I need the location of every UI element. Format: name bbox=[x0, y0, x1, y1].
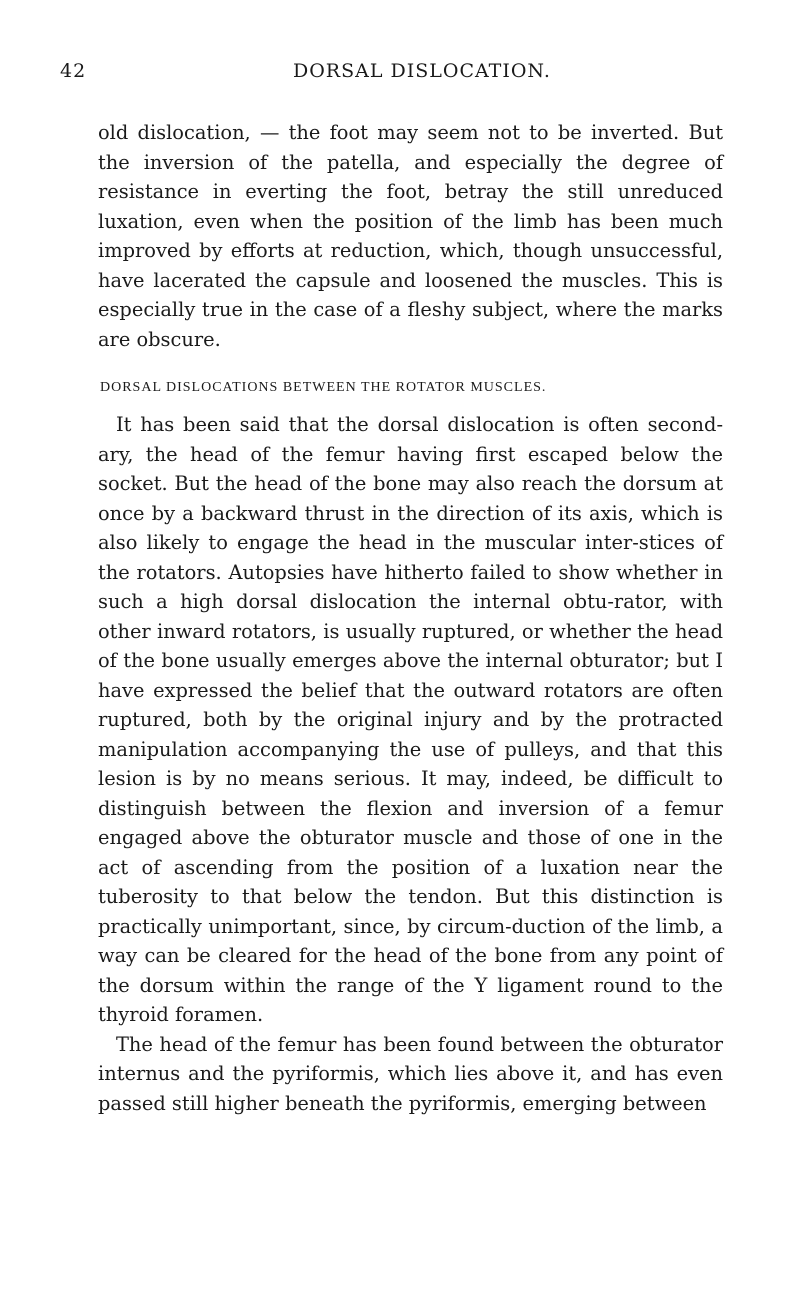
section-heading: DORSAL DISLOCATIONS BETWEEN THE ROTATOR MUSCLES. bbox=[100, 380, 547, 395]
paragraph-femur-head: The head of the femur has been found between the obturator internus and the pyriformis, which lies above it, and has even passed still higher beneath the pyriformis, emerging between bbox=[98, 1032, 723, 1115]
running-title: DORSAL DISLOCATION. bbox=[293, 60, 551, 82]
page-number: 42 bbox=[60, 60, 87, 82]
running-header bbox=[60, 60, 723, 94]
paragraph-dorsal-secondary: It has been said that the dorsal dislocation is often second-ary, the head of the femur having first escaped below the socket. But the head of the bone may also reach the dorsum at once by a backward thrust in the direction of its axis, which is also likely to engage the head in the muscular inter-stices of the rotators. Autopsies have hitherto failed to show whether in such a high dorsal dislocation the internal obtu-rator, with other inward rotators, is usually ruptured, or whether the head of the bone usually emerges above the internal obturator; but I have expressed the belief that the outward rotators are often ruptured, both by the original injury and by the protracted manipulation accompanying the use of pulleys, and that this lesion is by no means serious. It may, indeed, be difficult to distinguish between the flexion and inversion of a femur engaged above the obturator muscle and those of one in the act of ascending from the position of a luxation near the tuberosity to that below the tendon. But this distinction is practically unimportant, since, by circum-duction of the limb, a way can be cleared for the head of the bone from any point of the dorsum within the range of the Y ligament round to the thyroid foramen. bbox=[98, 413, 723, 1026]
paragraph-continued: old dislocation, — the foot may seem not to be inverted. But the inversion of the patella, and especially the degree of resistance in everting the foot, betray the still unreduced luxation, even when the position of the limb has been much improved by efforts at reduction, which, though unsuccessful, have lacerated the capsule and loosened the muscles. This is especially true in the case of a fleshy subject, where the marks are obscure. bbox=[98, 121, 723, 351]
book-page bbox=[60, 60, 723, 1118]
